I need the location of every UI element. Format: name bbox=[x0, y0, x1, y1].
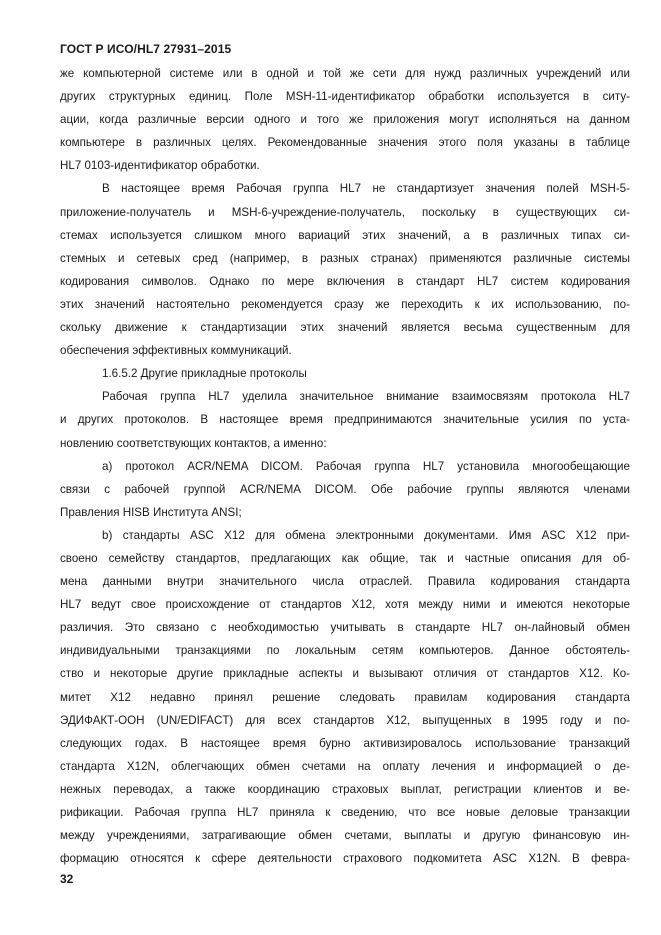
text-line: различия. Это связано с необходимостью учитывать в стандарте HL7 он-лайновый обмен bbox=[60, 621, 630, 635]
text-line: своено семейству стандартов, предлагающих как общие, так и частные описания для об- bbox=[60, 551, 630, 565]
text-line: мена данными внутри значительного числа отраслей. Правила кодирования стандарта bbox=[60, 575, 630, 589]
document-body bbox=[60, 62, 630, 870]
text-line: HL7 0103-идентификатор обработки. bbox=[60, 159, 260, 173]
text-line: других структурных единиц. Поле MSH-11-идентификатор обработки используется в ситу- bbox=[60, 90, 630, 104]
text-line: В настоящее время Рабочая группа HL7 не стандартизует значения полей MSH-5- bbox=[102, 182, 630, 196]
text-line: обеспечения эффективных коммуникаций. bbox=[60, 344, 292, 358]
text-line: HL7 ведут свое происхождение от стандартов X12, хотя между ними и имеются некоторые bbox=[60, 598, 630, 612]
text-line: формацию относятся к сфере деятельности страхового подкомитета ASC X12N. В февра- bbox=[60, 852, 630, 866]
text-line: стемах используется слишком много вариаций этих значений, а в различных типах си- bbox=[60, 228, 630, 242]
text-line: кодирования символов. Однако по мере включения в стандарт HL7 систем кодирования bbox=[60, 274, 630, 288]
section-heading: 1.6.5.2 Другие прикладные протоколы bbox=[102, 367, 307, 381]
list-item-b: b) стандарты ASC X12 для обмена электронными документами. Имя ASC X12 при- bbox=[102, 528, 630, 542]
text-line: ство и некоторые другие прикладные аспекты и вызывают отличия от стандартов X12. Ко- bbox=[60, 667, 630, 681]
text-line: стемных и сетевых сред (например, в разных странах) применяются различные системы bbox=[60, 251, 630, 265]
text-line: компьютере в различных целях. Рекомендованные значения этого поля указаны в таблице bbox=[60, 136, 630, 150]
text-line: Правления HISB Института ANSI; bbox=[60, 505, 242, 519]
text-line: и других протоколов. В настоящее время предпринимаются значительные усилия по уста- bbox=[60, 413, 630, 427]
list-item-a: a) протокол ACR/NEMA DICOM. Рабочая группа HL7 установила многообещающие bbox=[102, 459, 630, 473]
text-line: Рабочая группа HL7 уделила значительное внимание взаимосвязям протокола HL7 bbox=[102, 390, 630, 404]
text-line: ЭДИФАКТ-ООН (UN/EDIFACT) для всех стандартов X12, выпущенных в 1995 году и по- bbox=[60, 713, 630, 727]
text-line: же компьютерной системе или в одной и той же сети для нужд различных учреждений или bbox=[60, 67, 630, 80]
text-line: этих значений настоятельно рекомендуется сразу же переходить к их использованию, по- bbox=[60, 297, 630, 311]
text-line: следующих годах. В настоящее время бурно активизировалось использование транзакций bbox=[60, 736, 630, 750]
page-number: 32 bbox=[60, 872, 74, 886]
text-line: связи с рабочей группой ACR/NEMA DICOM. Обе рабочие группы являются членами bbox=[60, 482, 630, 496]
document-header: ГОСТ Р ИСО/HL7 27931–2015 bbox=[60, 42, 232, 56]
text-line: новлению соответствующих контактов, а именно: bbox=[60, 436, 327, 450]
text-line: приложение-получатель и MSH-6-учреждение-получатель, поскольку в существующих си- bbox=[60, 205, 630, 219]
text-line: рификации. Рабочая группа HL7 приняла к сведению, что все новые деловые транзакции bbox=[60, 806, 630, 819]
text-line: нежных переводах, а также координацию страховых выплат, регистрации клиентов и ве- bbox=[60, 782, 630, 796]
text-line: между учреждениями, затрагивающие обмен счетами, выплаты и другую финансовую ин- bbox=[60, 829, 630, 843]
text-line: индивидуальными транзакциями по локальным сетям компьютеров. Данное обстоятель- bbox=[60, 644, 630, 658]
text-line: митет X12 недавно принял решение следовать правилам кодирования стандарта bbox=[60, 690, 630, 704]
text-line: стандарта X12N, облегчающих обмен счетами на оплату лечения и информацией о де- bbox=[60, 759, 630, 773]
text-line: ации, когда различные версии одного и того же приложения могут исполняться на данном bbox=[60, 113, 630, 127]
text-line: скольку движение к стандартизации этих значений является весьма существенным для bbox=[60, 321, 630, 335]
